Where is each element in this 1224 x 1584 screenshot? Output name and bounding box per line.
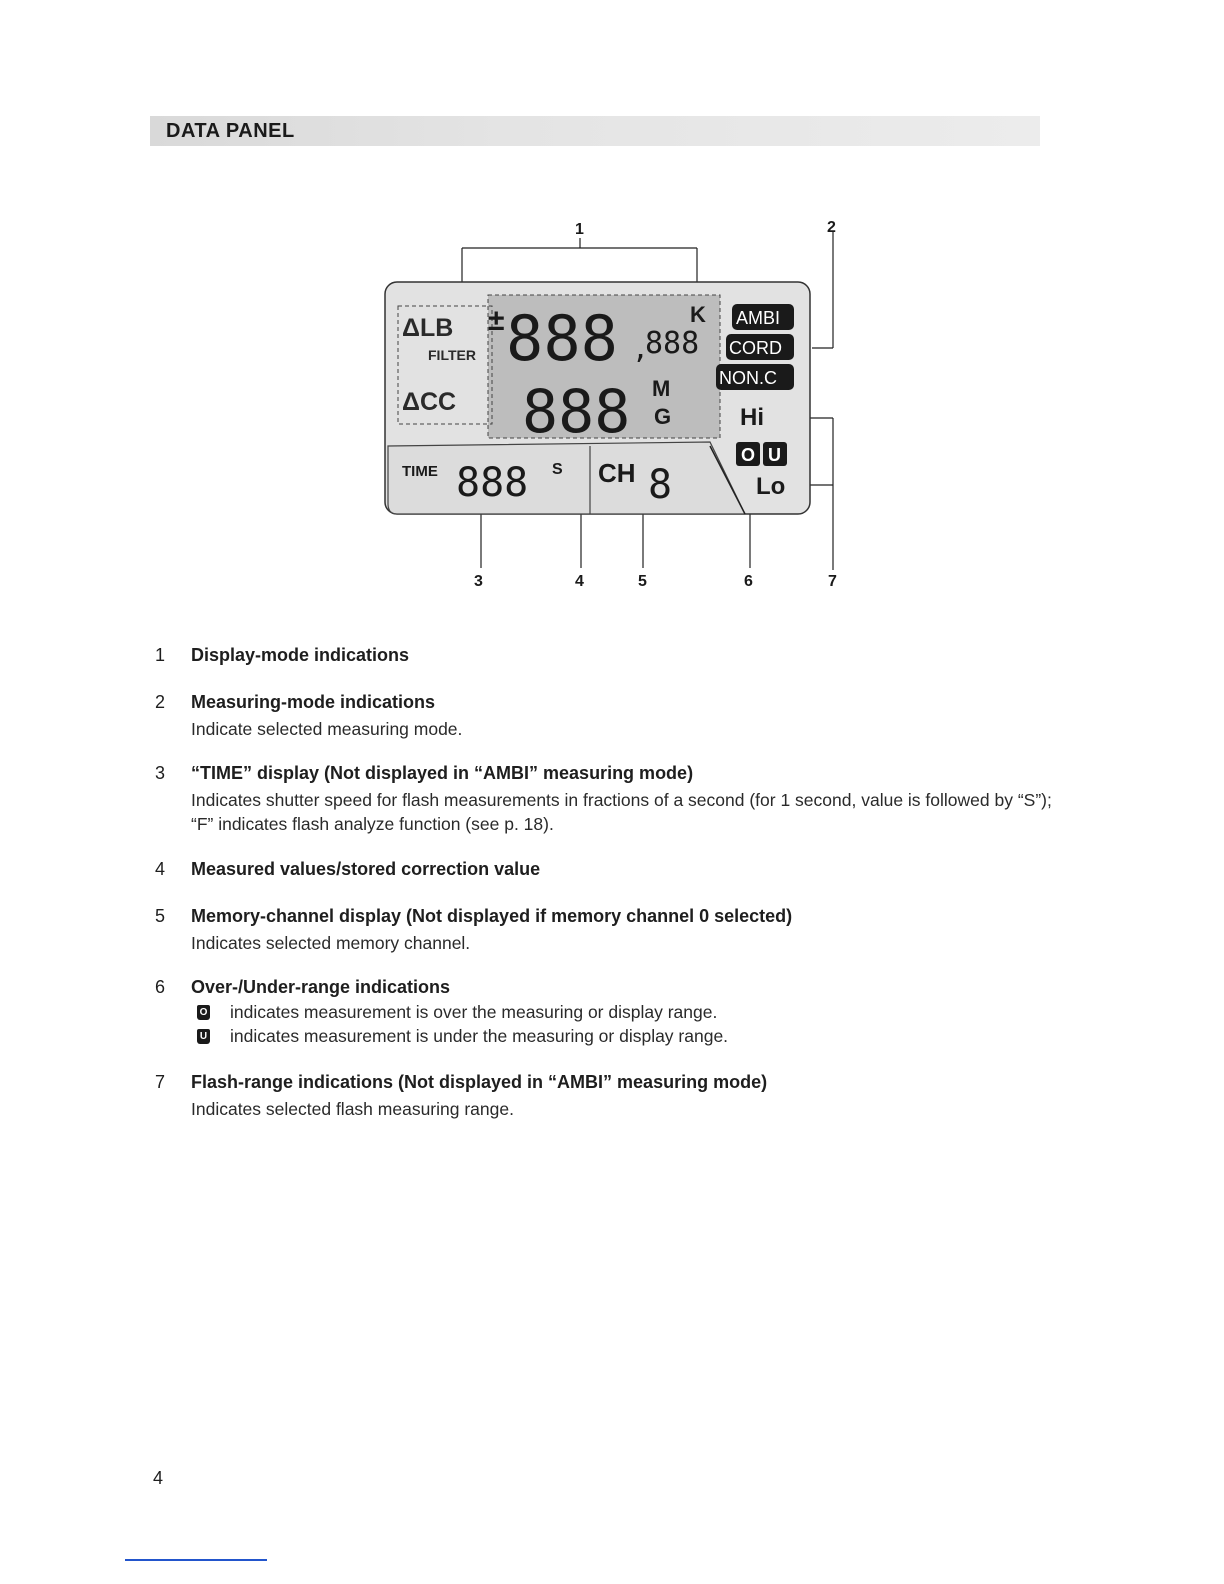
decimal-comma: , [632,332,649,365]
item-description: Indicate selected measuring mode. [191,719,463,739]
lcd-bottom-strip [388,442,745,514]
callout-3: 3 [474,573,483,590]
item-description: Indicates selected flash measuring range. [191,1099,514,1119]
section-title: DATA PANEL [166,120,295,142]
unit-k: K [690,302,706,327]
callout-1: 1 [575,221,584,238]
item-number: 5 [155,906,166,926]
callout-6: 6 [744,573,753,590]
callout-2-line [812,232,833,348]
second-value-digits: 888 [522,377,631,447]
item-title: Display-mode indications [191,645,410,665]
item-title: “TIME” display (Not displayed in “AMBI” measuring mode) [191,763,694,783]
mode-cord-label: CORD [729,338,782,358]
section-header-bar [150,116,1040,146]
data-panel-diagram [380,210,860,600]
under-range-icon: U [197,1029,210,1044]
time-suffix: S [552,461,563,478]
over-range-icon: O [197,1005,210,1020]
item-title: Measuring-mode indications [191,692,436,712]
main-value-digits: 888 [506,302,618,375]
channel-label: CH [598,458,636,488]
small-value-digits: 888 [645,326,700,361]
over-range-text: indicates measurement is over the measuring or display range. [230,1002,718,1022]
item-description: Indicates shutter speed for flash measurements in fractions of a second (for 1 second, value is followed by “S”); “F” indicates flash analyze function (see p. 18). [191,790,1052,834]
under-range-text: indicates measurement is under the measuring or display range. [230,1026,729,1046]
item-number: 2 [155,692,166,712]
delta-lb-label: ΔLB [402,314,454,342]
item-title: Memory-channel display (Not displayed if memory channel 0 selected) [191,906,793,926]
callout-4: 4 [575,573,584,590]
delta-cc-label: ΔCC [402,388,457,416]
callout-2: 2 [827,219,836,236]
svg-text:O: O [741,445,756,465]
item-title: Measured values/stored correction value [191,859,541,879]
lo-label: Lo [756,473,786,500]
item-number: 7 [155,1072,166,1092]
item-number: 6 [155,977,166,997]
page-number: 4 [153,1468,164,1488]
channel-digit: 8 [648,462,673,508]
callout-5: 5 [638,573,647,590]
item-number: 1 [155,645,166,665]
under-range-line [199,1026,729,1047]
time-digits: 888 [456,460,529,506]
item-description: Indicates selected memory channel. [191,933,471,953]
unit-g: G [654,404,672,429]
mode-nonc-label: NON.C [719,368,777,388]
svg-text:U: U [768,445,781,465]
item-title: Flash-range indications (Not displayed in “AMBI” measuring mode) [191,1072,768,1092]
mode-ambi-label: AMBI [736,308,781,328]
over-range-line [199,1002,718,1023]
item-title: Over-/Under-range indications [191,977,451,997]
callout-7: 7 [828,573,837,590]
item-number: 3 [155,763,166,783]
hi-label: Hi [740,404,764,431]
time-label: TIME [402,463,438,480]
plus-minus-sign: ± [488,304,505,337]
footer-rule [125,1559,267,1561]
filter-label: FILTER [428,347,476,363]
item-number: 4 [155,859,166,879]
unit-m: M [652,376,671,401]
